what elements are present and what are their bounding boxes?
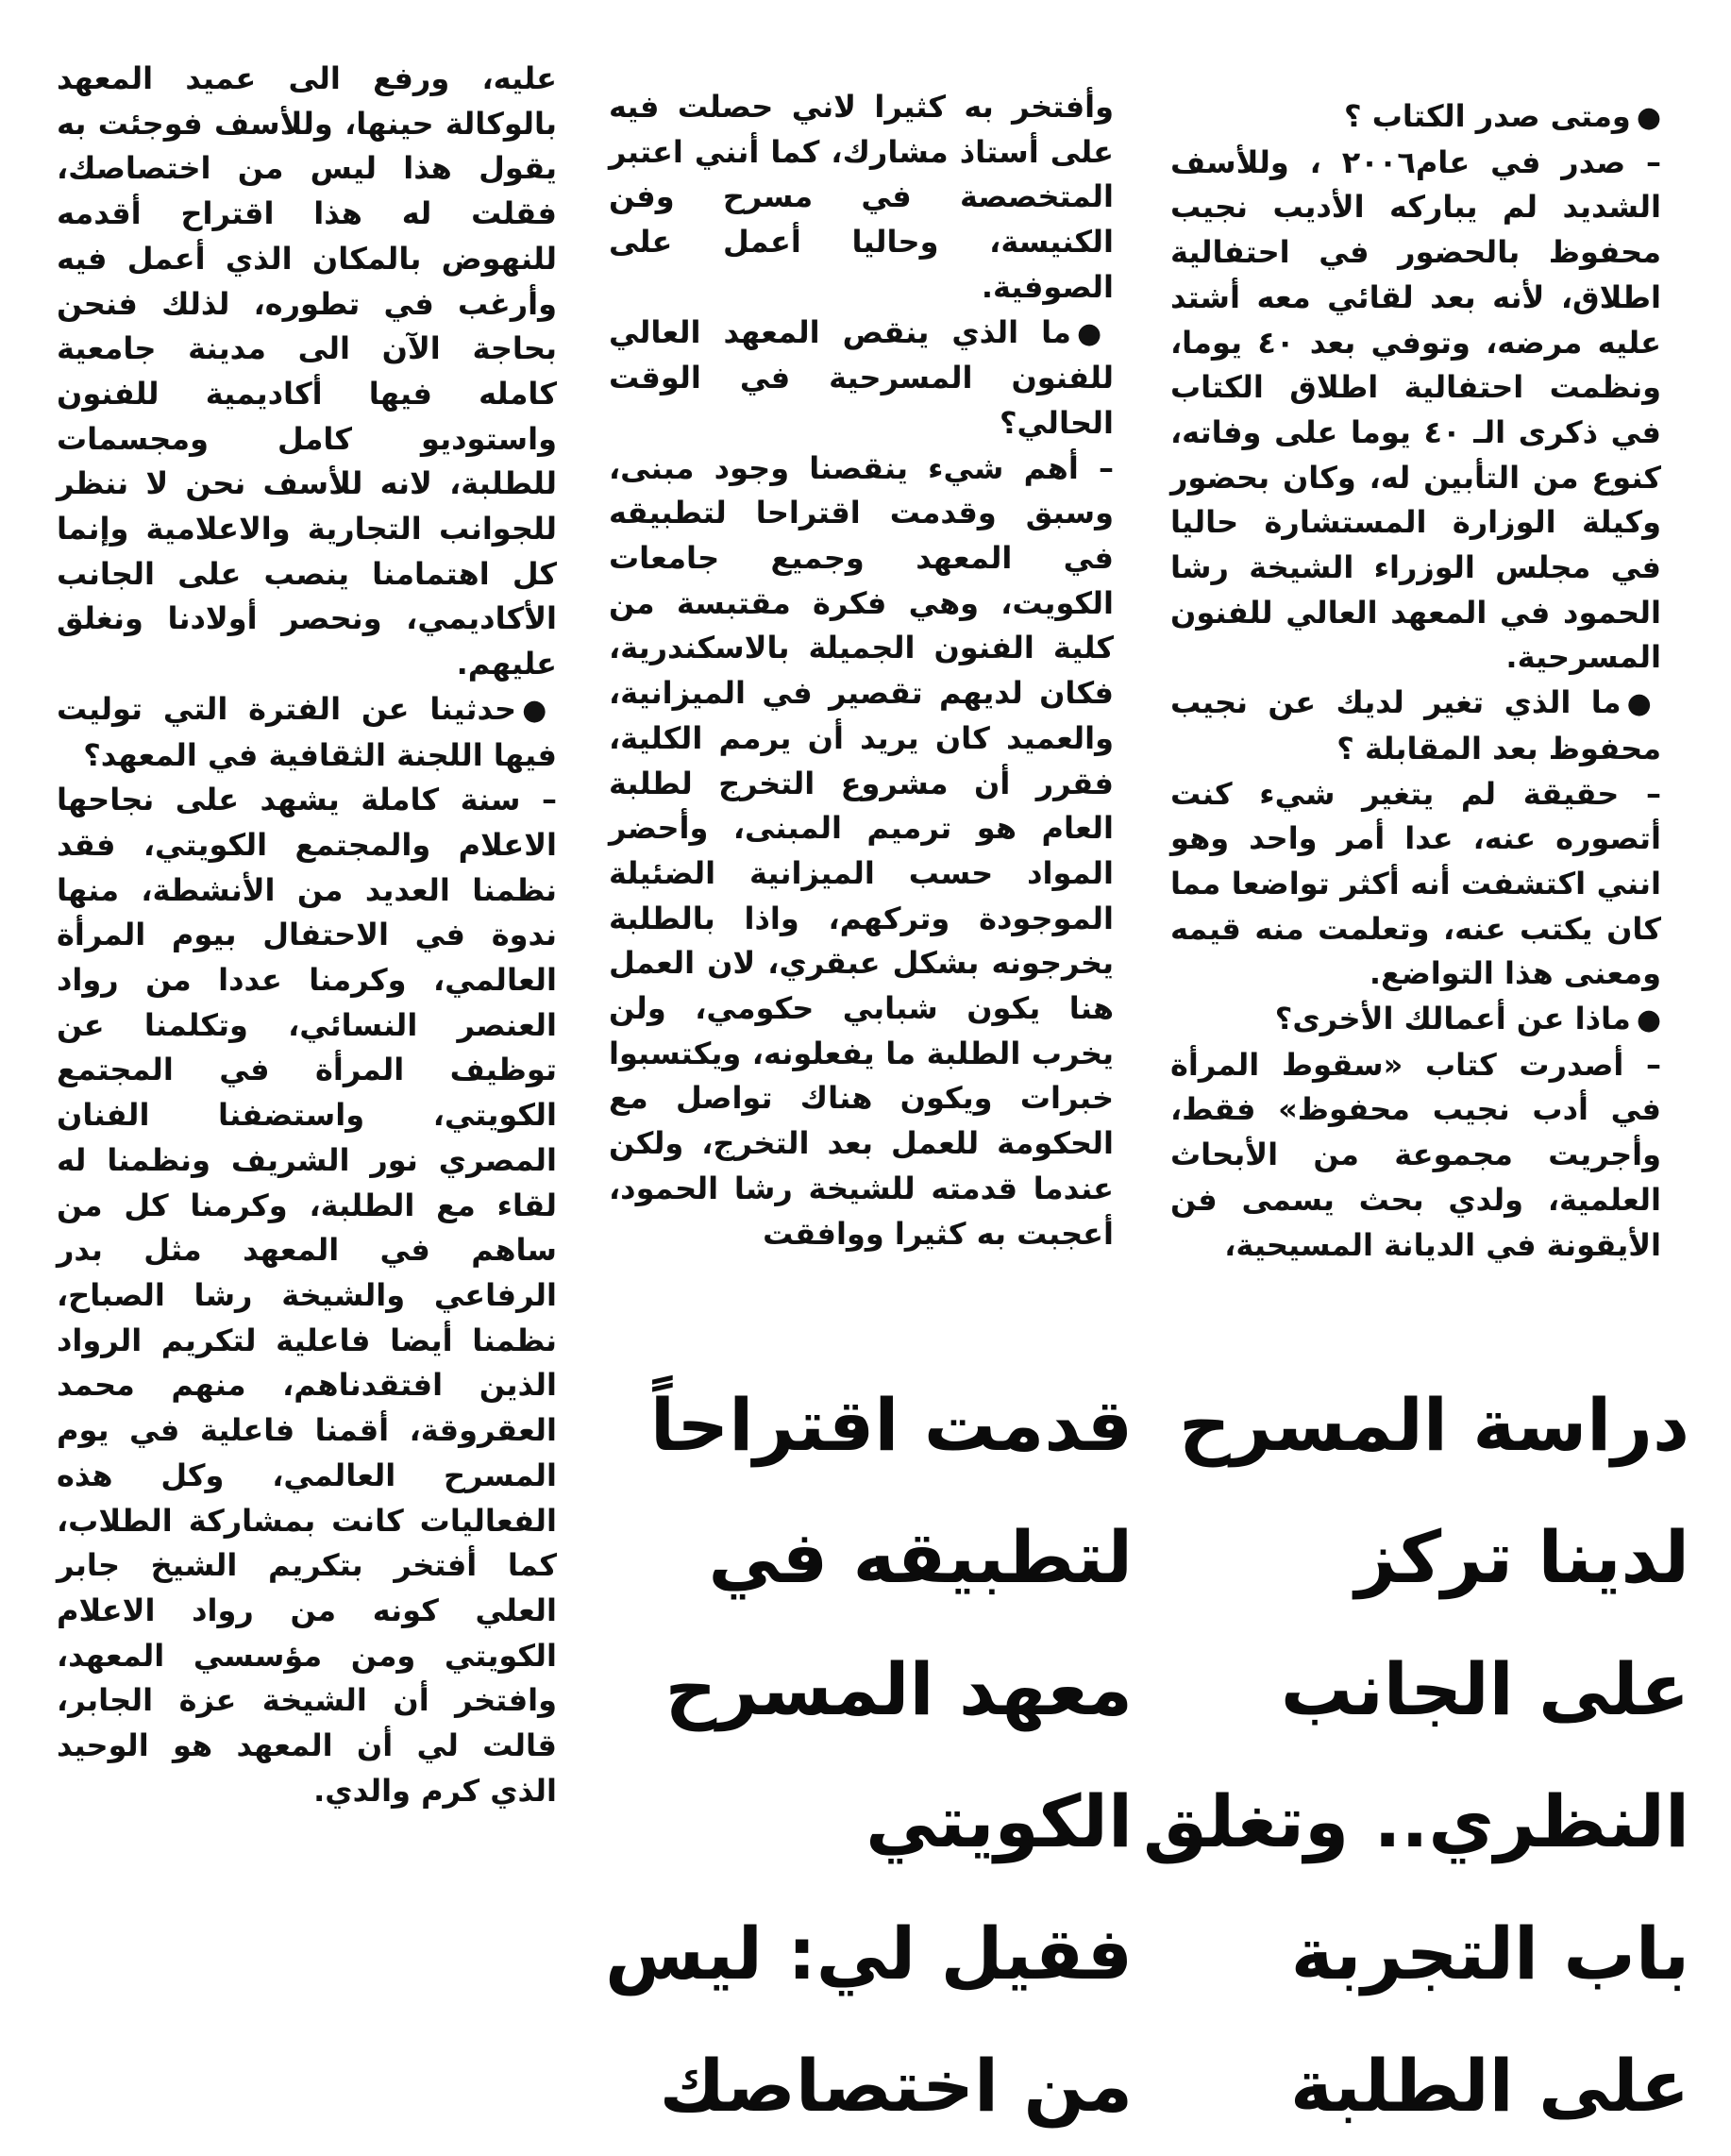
paragraph-text: – أصدرت كتاب «سقوط المرأة في أدب نجيب محفوظ» فقط، وأجريت مجموعة من الأبحاث العلمية، ولدي بحث يسمى فن الأيقونة في الديانة المسيحية، [1170,1046,1661,1263]
paragraph-text: عليه، ورفع الى عميد المعهد بالوكالة حينها، وللأسف فوجئت به يقول هذا ليس من اختصاصك، فقلت له هذا اقتراح أقدمه للنهوض بالمكان الذي أعمل فيه وأرغب في تطوره، لذلك فنحن بحاجة الآن الى مدينة جامعية كامله فيها أكاديمية للفنون واستوديو كامل ومجسمات للطلبة، لانه للأسف نحن لا ننظر للجوانب التجارية والاعلامية وإنما كل اهتمامنا ينصب على الجانب الأكاديمي، ونحصر أولادنا ونغلق عليهم. [57,60,557,682]
paragraph-text: ما الذي تغير لديك عن نجيب محفوظ بعد المقابلة ؟ [1170,684,1661,766]
article-column-right [1170,94,1661,1268]
article-column-left [57,57,557,1813]
paragraph-text: – حقيقة لم يتغير شيء كنت أتصوره عنه، عدا أمر واحد وهو انني اكتشفت أنه أكثر تواضعا مما كان يكتب عنه، وتعلمت منه قيمه ومعنى هذا التواضع. [1170,775,1661,992]
pull-quote-line: دراسة المسرح [1178,1383,1689,1467]
pull-quote-line: من اختصاصك [659,2044,1133,2128]
paragraph-text: – سنة كاملة يشهد على نجاحها الاعلام والمجتمع الكويتي، فقد نظمنا العديد من الأنشطة، منها ندوة في الاحتفال بيوم المرأة العالمي، وكرمنا عددا من رواد العنصر النسائي، وتكلمنا عن توظيف المرأة في المجتمع الكويتي، واستضفنا الفنان المصري نور الشريف ونظمنا له لقاء مع الطلبة، وكرمنا كل من ساهم في المعهد مثل بدر الرفاعي والشيخة رشا الصباح، نظمنا أيضا فاعلية لتكريم الرواد الذين افتقدناهم، منهم محمد العقروقة، أقمنا فاعلية في يوم المسرح العالمي، وكل هذه الفعاليات كانت بمشاركة الطلاب، كما أفتخر بتكريم الشيخ جابر العلي كونه من رواد الاعلام الكويتي ومن مؤسسي المعهد، وافتخر أن الشيخة عزة الجابر، قالت لي أن المعهد هو الوحيد الذي كرم والدي. [57,782,557,1809]
interview-question [1170,94,1661,141]
pull-quote-middle [604,1359,1133,2152]
bullet-icon: ● [1076,316,1114,350]
pull-quote-line: لتطبيقه في [708,1515,1133,1599]
pull-quote-line: الكويتي [866,1779,1133,1863]
pull-quote-line: لدينا تركز [1354,1515,1689,1599]
interview-answer [609,446,1114,1257]
interview-answer [57,57,557,687]
pull-quote-line: معهد المسرح [664,1647,1133,1731]
bullet-icon: ● [1636,101,1661,134]
interview-question [1170,681,1661,771]
article-column-middle [609,85,1114,1256]
pull-quote-line: باب التجربة [1290,1912,1689,1996]
pull-quote-line: على الطلبة [1289,2044,1689,2128]
interview-answer [57,778,557,1813]
bullet-icon: ● [1636,1003,1661,1037]
interview-answer [1170,772,1661,998]
interview-question [1170,997,1661,1043]
paragraph-text: – صدر في عام٢٠٠٦ ، وللأسف الشديد لم يباركه الأديب نجيب محفوظ بالحضور في احتفالية اطلاق، لأنه بعد لقائي معه أشتد عليه مرضه، وتوفي بعد ٤٠ يوما، ونظمت احتفالية اطلاق الكتاب في ذكرى الـ ٤٠ يوما على وفاته، كنوع من التأبين له، وكان بحضور وكيلة الوزارة المستشارة حاليا في مجلس الوزراء الشيخة رشا الحمود في المعهد العالي للفنون المسرحية. [1170,143,1662,676]
pull-quote-line: فقيل لي: ليس [604,1912,1133,1996]
pull-quote-line: النظري.. وتغلق [1143,1779,1689,1863]
bullet-icon: ● [522,693,557,727]
paragraph-text: ما الذي ينقص المعهد العالي للفنون المسرحية في الوقت الحالي؟ [609,313,1114,441]
pull-quote-line: قدمت اقتراحاً [649,1383,1133,1467]
bullet-icon: ● [1626,687,1661,721]
interview-question [609,311,1114,446]
interview-question [57,687,557,778]
interview-answer [1170,141,1661,681]
paragraph-text: وأفتخر به كثيرا لاني حصلت فيه على أستاذ مشارك، كما أنني اعتبر المتخصصة في مسرح وفن الكنيسة، وحاليا أعمل على الصوفية. [609,89,1114,305]
pull-quote-right [1142,1359,1689,2152]
paragraph-text: ومتى صدر الكتاب ؟ [1344,98,1631,134]
pull-quote-line: على الجانب [1280,1647,1689,1731]
paragraph-text: حدثينا عن الفترة التي توليت فيها اللجنة الثقافية في المعهد؟ [57,690,557,773]
interview-answer [609,85,1114,311]
paragraph-text: ماذا عن أعمالك الأخرى؟ [1274,1001,1631,1037]
paragraph-text: – أهم شيء ينقصنا وجود مبنى، وسبق وقدمت اقتراحا لتطبيقه في المعهد وجميع جامعات الكويت، وهي فكرة مقتبسة من كلية الفنون الجميلة بالاسكندرية، فكان لديهم تقصير في الميزانية، والعميد كان يريد أن يرمم الكلية، فقرر أن مشروع التخرج لطلبة العام هو ترميم المبنى، وأحضر المواد حسب الميزانية الضئيلة الموجودة وتركهم، واذا بالطلبة يخرجونه بشكل عبقري، لان العمل هنا يكون شبابي حكومي، ولن يخرب الطلبة ما يفعلونه، ويكتسبوا خبرات ويكون هناك تواصل مع الحكومة للعمل بعد التخرج، ولكن عندما قدمته للشيخة رشا الحمود، أعجبت به كثيرا ووافقت [609,449,1114,1252]
interview-answer [1170,1043,1661,1269]
